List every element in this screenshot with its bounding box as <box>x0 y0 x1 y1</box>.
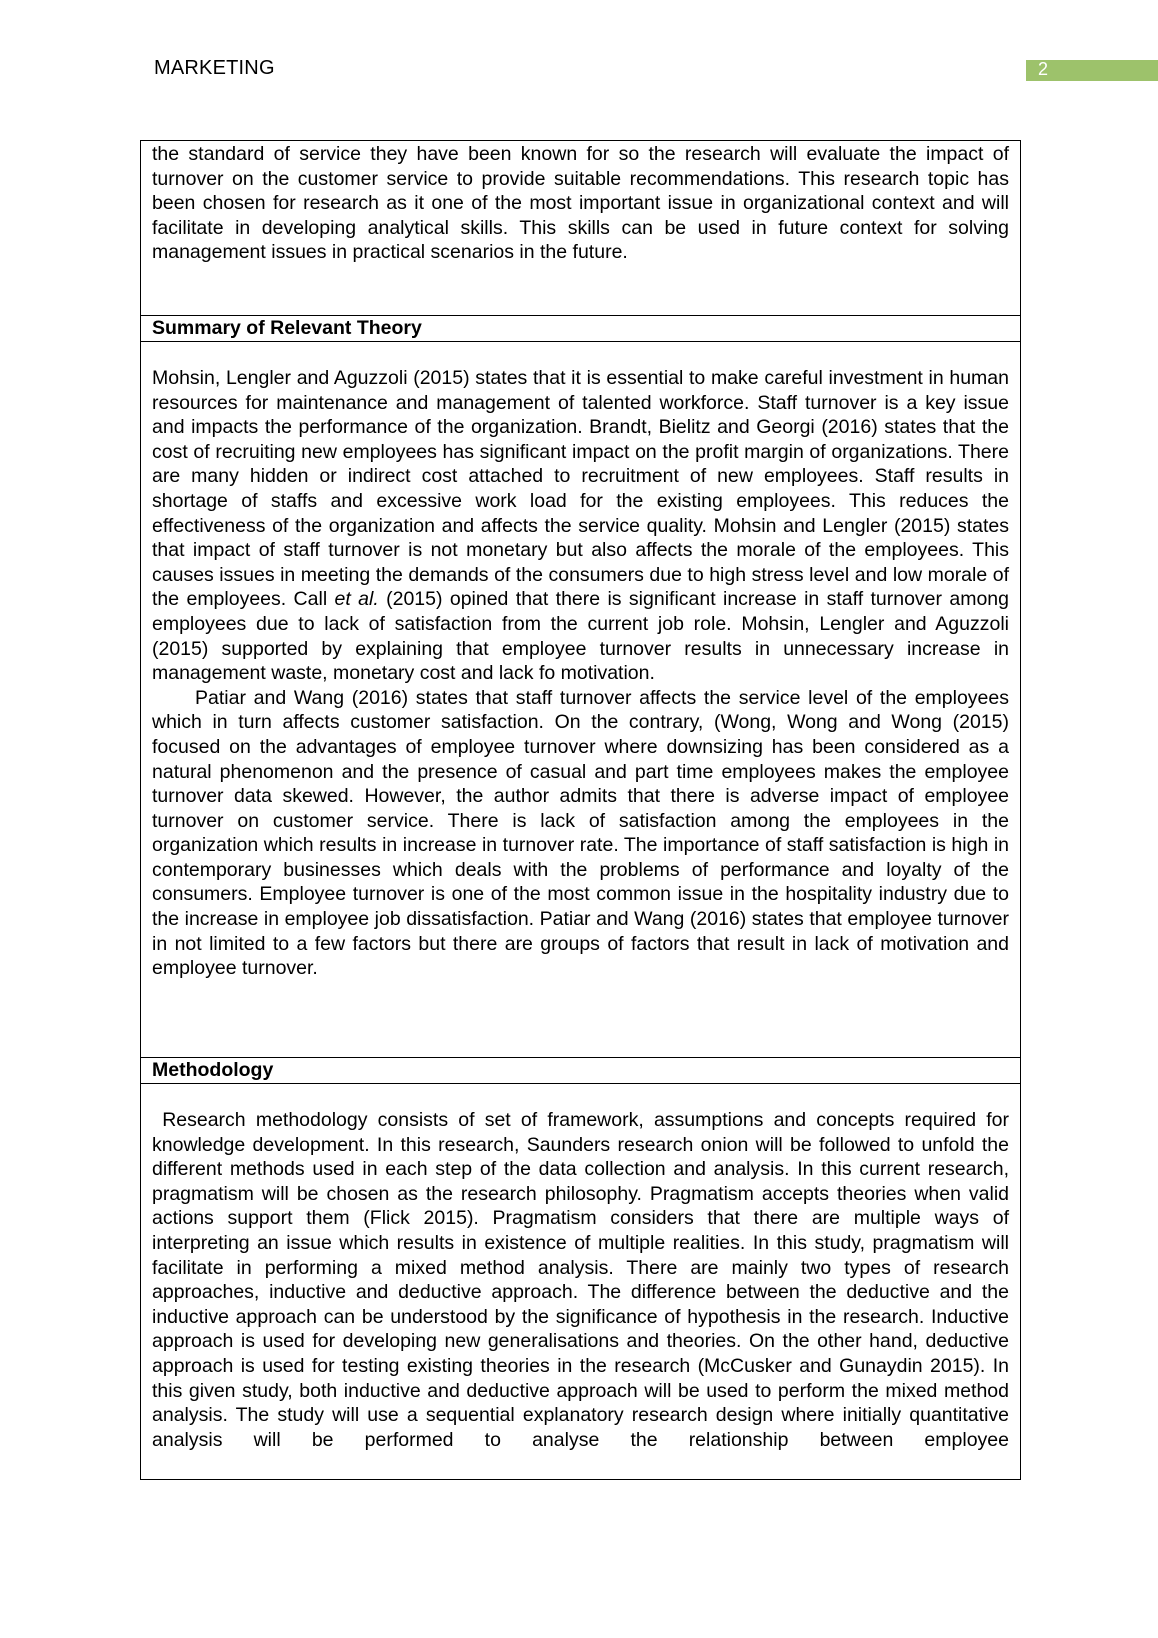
content-table <box>140 140 1021 1480</box>
theory-p1-part-b: (2015) opined that there is significant increase in staff turnover among employees due to lack of satisfaction from the current job role. Mohsin, Lengler and Aguzzoli (2015) supported by explaining that employee turnover results in unnecessary increase in management waste, monetary cost and lack fo motivation. <box>152 588 1009 685</box>
page-number-badge <box>1026 60 1158 81</box>
methodology-heading-cell <box>141 1057 1020 1083</box>
page-number: 2 <box>1038 59 1049 79</box>
theory-p1-part-a: Mohsin, Lengler and Aguzzoli (2015) states that it is essential to make careful investment in human resources for maintenance and management of talented workforce. Staff turnover is a key issue and impacts the performance of the organization. Brandt, Bielitz and Georgi (2016) states that the cost of recruiting new employees has significant impact on the profit margin of organizations. There are many hidden or indirect cost attached to recruitment of new employees. Staff results in shortage of staffs and excessive work load for the existing employees. This reduces the effectiveness of the organization and affects the service quality. Mohsin and Lengler (2015) states that impact of staff turnover is not monetary but also affects the morale of the employees. This causes issues in meeting the demands of the consumers due to high stress level and low morale of the employees. Call <box>152 367 1009 611</box>
theory-p1-italic: et al. <box>334 588 379 611</box>
theory-heading-cell <box>141 315 1020 341</box>
methodology-paragraph: Research methodology consists of set of framework, assumptions and concepts required for knowledge development. In this research, Saunders research onion will be followed to unfold the different methods used in each step of the data collection and analysis. In this current research, pragmatism will be chosen as the research philosophy. Pragmatism accepts theories when valid actions support them (Flick 2015). Pragmatism considers that there are multiple ways of interpreting an issue which results in existence of multiple realities. In this study, pragmatism will facilitate in performing a mixed method analysis. There are mainly two types of research approaches, inductive and deductive approach. The difference between the deductive and the inductive approach can be understood by the significance of hypothesis in the research. Inductive approach is used for developing new generalisations and theories. On the other hand, deductive approach is used for testing existing theories in the research (McCusker and Gunaydin 2015). In this given study, both inductive and deductive approach will be used to perform the mixed method analysis. The study will use a sequential explanatory research design where initially quantitative analysis will be performed to analyse the relationship between employee <box>152 1109 1015 1451</box>
theory-paragraph-1 <box>152 366 1009 686</box>
intro-paragraph: the standard of service they have been known for so the research will evaluate the impact of turnover on the customer service to provide suitable recommendations. This research topic has been chosen for research as it one of the most important issue in organizational context and will facilitate in developing analytical skills. This skills can be used in future context for solving management issues in practical scenarios in the future. <box>152 143 1009 264</box>
methodology-heading: Methodology <box>152 1059 274 1081</box>
theory-paragraph-2: Patiar and Wang (2016) states that staff turnover affects the service level of the employees which in turn affects customer satisfaction. On the contrary, (Wong, Wong and Wong (2015) focused on the advantages of employee turnover where downsizing has been considered as a natural phenomenon and the presence of casual and part time employees makes the employee turnover data skewed. However, the author admits that there is adverse impact of employee turnover on customer service. There is lack of satisfaction among the employees in the organization which results in increase in turnover rate. The importance of staff satisfaction is high in contemporary businesses which deals with the problems of performance and loyalty of the consumers. Employee turnover is one of the most common issue in the hospitality industry due to the increase in employee job dissatisfaction. Patiar and Wang (2016) states that employee turnover in not limited to a few factors but there are groups of factors that result in lack of motivation and employee turnover. <box>152 686 1009 980</box>
theory-heading: Summary of Relevant Theory <box>152 317 422 339</box>
header-title: MARKETING <box>154 57 275 79</box>
theory-cell <box>141 341 1020 1057</box>
methodology-cell <box>141 1083 1020 1479</box>
intro-cell <box>141 141 1020 315</box>
